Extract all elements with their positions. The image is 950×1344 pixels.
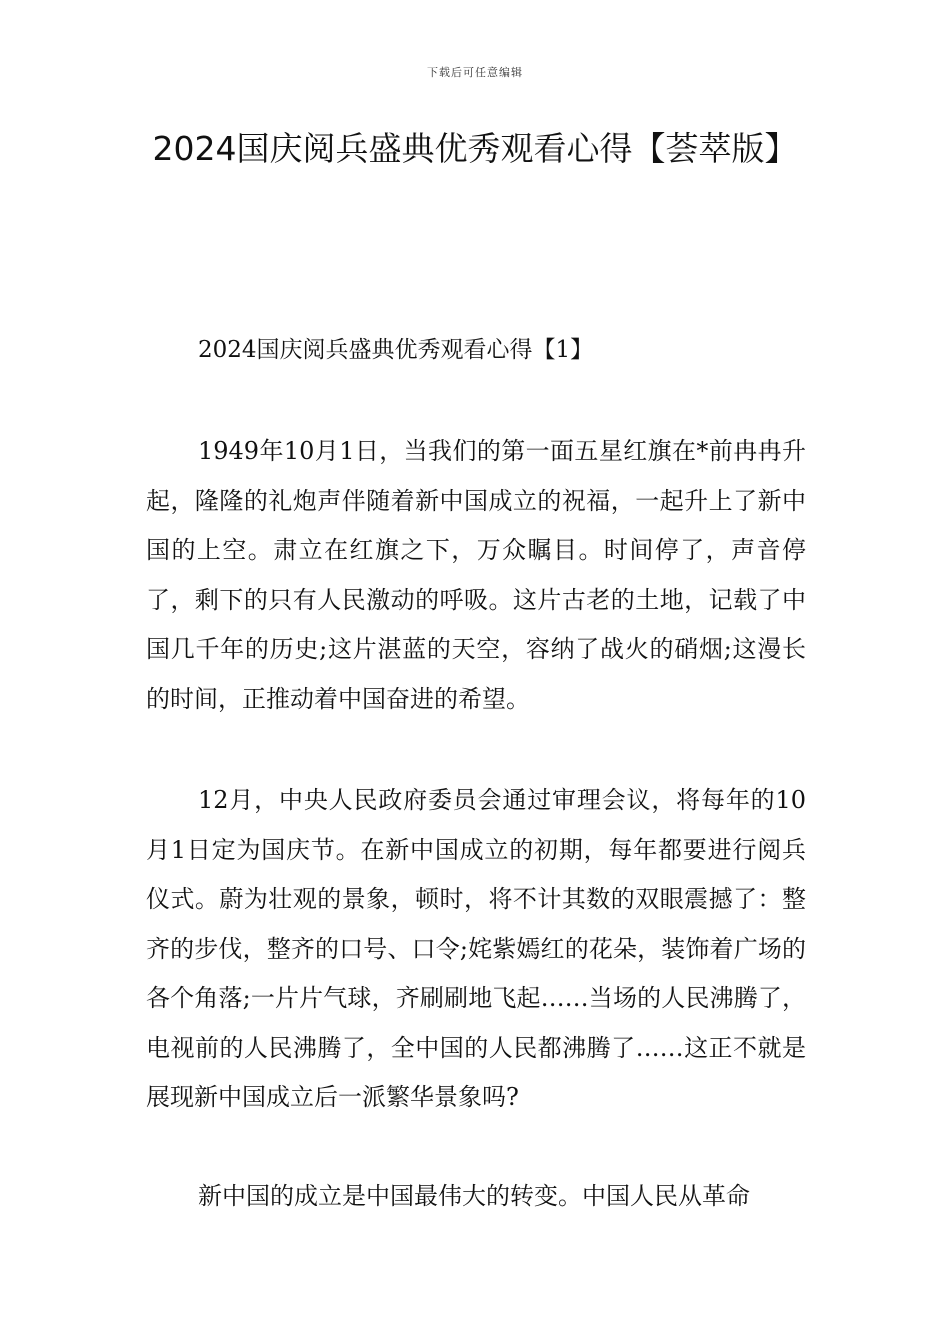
document-title: 2024国庆阅兵盛典优秀观看心得【荟萃版】 (152, 129, 798, 168)
section-heading: 2024国庆阅兵盛典优秀观看心得【1】 (198, 337, 594, 363)
body-paragraph: 新中国的成立是中国最伟大的转变。中国人民从革命 (198, 1182, 750, 1210)
page-header-note: 下载后可任意编辑 (427, 66, 523, 79)
body-paragraph: 12月，中央人民政府委员会通过审理会议，将每年的10月1日定为国庆节。在新中国成立的初期，每年都要进行阅兵仪式。蔚为壮观的景象，顿时，将不计其数的双眼震撼了：整齐的步伐，整齐的口号、口令;姹紫嫣红的花朵，装饰着广场的各个角落;一片片气球，齐刷刷地飞起……当场的人民沸腾了，电视前的人民沸腾了，全中国的人民都沸腾了……这正不就是展现新中国成立后一派繁华景象吗? (146, 786, 806, 1111)
body-paragraph: 1949年10月1日，当我们的第一面五星红旗在*前冉冉升起，隆隆的礼炮声伴随着新中国成立的祝福，一起升上了新中国的上空。肃立在红旗之下，万众瞩目。时间停了，声音停了，剩下的只有人民激动的呼吸。这片古老的土地，记载了中国几千年的历史;这片湛蓝的天空，容纳了战火的硝烟;这漫长的时间，正推动着中国奋进的希望。 (146, 437, 806, 713)
